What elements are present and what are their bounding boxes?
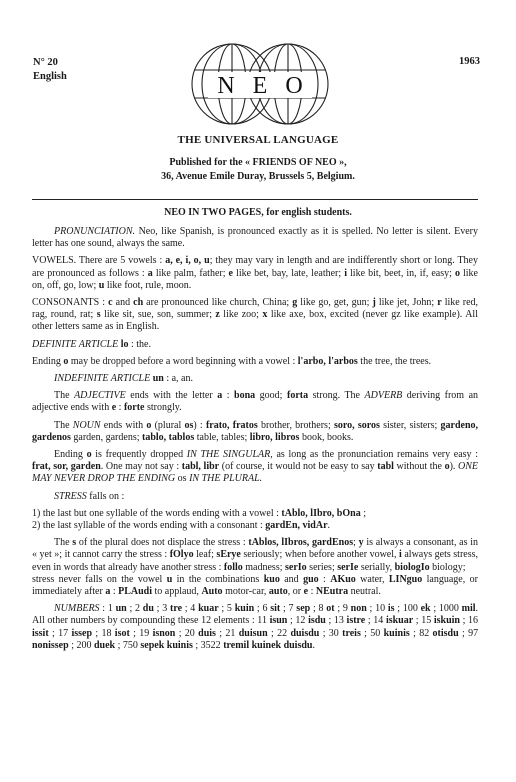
issue-year: 1963 [459, 56, 480, 67]
vowels-paragraph: VOWELS. There are 5 vowels : a, e, i, o, u; they may vary in length and are indifferently short or long. They are pronounced as follows : a like palm, father; e like bet, bay, late, leather; i like bit, beet, in, if, easy; o like on, off, go, low; u like foot, rule, moon. [32, 255, 478, 291]
address-line: 36, Avenue Emile Duray, Brussels 5, Belgium. [161, 171, 355, 182]
divider [32, 199, 478, 200]
adjective-paragraph: The ADJECTIVE ends with the letter a : bona good; forta strong. The ADVERB deriving from an adjective ends with e : forte strongly. [32, 390, 479, 414]
issue-language: English [33, 71, 67, 82]
logo-letter-o: O [285, 73, 303, 99]
drop-ending-paragraph: Ending o is frequently dropped IN THE SINGULAR, as long as the pronunciation remains very easy : frat, sor, garden. One may not say : tabl, libr (of course, it would not be easy to say tabl without the o). ONE MAY NEVER DROP THE ENDING os IN THE PLURAL. [32, 449, 479, 485]
ending-paragraph: Ending o may be dropped before a word beginning with a vowel : l'arbo, l'arbos the tree, the trees. [32, 355, 432, 367]
consonants-paragraph: CONSONANTS : c and ch are pronounced like church, China; g like go, get, gun; j like jet, John; r like red, rag, round, rat; s like sit, sue, son, summer; z like zoo; x like axe, box, excited (never gz like example). All other letters same as in English. [32, 297, 479, 333]
section-subtitle: NEO IN TWO PAGES, for english students. [164, 207, 352, 218]
indefinite-article-heading: INDEFINITE ARTICLE un : a, an. [54, 373, 193, 385]
pronunciation-paragraph: PRONUNCIATION. Neo, like Spanish, is pronounced exactly as it is spelled. No letter is silent. Every letter has one sound, always the same. [32, 226, 478, 250]
neo-globe-logo [186, 38, 334, 130]
definite-article-heading: DEFINITE ARTICLE lo : the. [32, 338, 151, 350]
logo-letter-e: E [252, 73, 268, 99]
issue-number: N° 20 [33, 57, 58, 68]
stress-heading: STRESS falls on : [54, 490, 125, 502]
article-body [32, 226, 478, 657]
stress-never-paragraph: stress never falls on the vowel u in the combinations kuo and guo : AKuo water, LINguo language, or immediately after a : PLAudi to applaud, Auto motor-car, auto, or e : NEutra neutral. [32, 573, 478, 598]
publisher-block [0, 156, 516, 184]
noun-paragraph: The NOUN ends with o (plural os) : frato, fratos brother, brothers; soro, soros sister, sisters; gardeno, gardenos garden, gardens; tablo, tablos table, tables; libro, libros book, books. [32, 419, 479, 443]
logo-letter-n: N [217, 73, 235, 99]
page-title: THE UNIVERSAL LANGUAGE [177, 134, 339, 146]
numbers-paragraph: NUMBERS : 1 un ; 2 du ; 3 tre ; 4 kuar ; 5 kuin ; 6 sit ; 7 sep ; 8 ot ; 9 non ; 10 is ; 100 ek ; 1000 mil. All other numbers by compounding these 12 elements : 11 isun ; 12 isdu ; 13 istre ; 14 iskuar ; 15 iskuin ; 16 issit ; 17 issep ; 18 isot ; 19 isnon ; 20 duis ; 21 duisun ; 22 duisdu ; 30 treis ; 50 kuinis ; 82 otisdu ; 97 nonissep ; 200 duek ; 750 sepek kuinis ; 3522 tremil kuinek duisdu. [32, 603, 479, 651]
plural-stress-paragraph: The s of the plural does not displace the stress : tAblos, lIbros, gardEnos; y is always a consonant, as in « yet »; it cannot carry the stress : fOlyo leaf; sErye seriously; when before another vowel, i always gets stress, even in words that already have another stress : follo madness; serIo series; serIe serially, biologIo biology; [32, 537, 479, 573]
stress-rule-2: 2) the last syllable of the words ending with a consonant : gardEn, vidAr. [32, 520, 331, 532]
publisher-line: Published for the « FRIENDS OF NEO », [169, 157, 347, 168]
header-left [33, 56, 67, 84]
stress-rule-1: 1) the last but one syllable of the words ending with a vowel : tAblo, lIbro, bOna ; [32, 507, 366, 519]
